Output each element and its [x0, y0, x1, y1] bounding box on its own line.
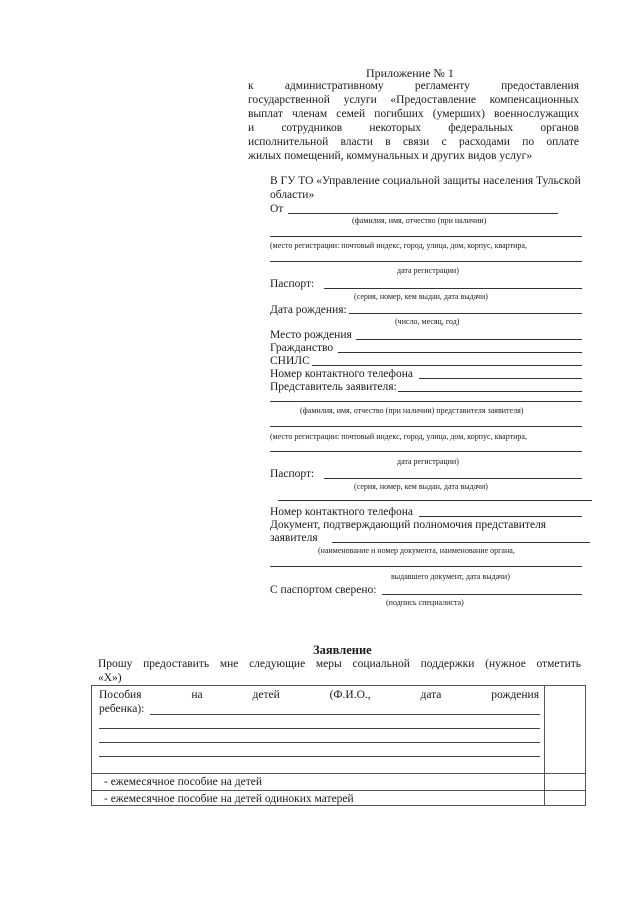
verified-label: С паспортом сверено:	[270, 584, 377, 596]
appendix-title: Приложение № 1	[366, 66, 454, 80]
appendix-line-3: выплат членам семей погибших (умерших) военнослужащих	[248, 108, 579, 120]
child-info-field-1[interactable]	[150, 714, 540, 715]
benefits-table	[91, 685, 586, 806]
passport-caption: (серия, номер, кем выдан, дата выдачи)	[354, 292, 488, 301]
verified-caption: (подпись специалиста)	[386, 598, 464, 607]
passport-label: Паспорт:	[270, 278, 315, 290]
benefit-row-1: - ежемесячное пособие на детей	[104, 776, 262, 788]
rep-passport-caption: (серия, номер, кем выдан, дата выдачи)	[354, 482, 488, 491]
registration-date-caption: дата регистрации)	[397, 266, 459, 275]
passport-field[interactable]	[324, 288, 582, 289]
rep-registration-field[interactable]	[270, 426, 582, 427]
verified-signature-field[interactable]	[382, 594, 582, 595]
statement-request-line-1: Прошу предоставить мне следующие меры социальной поддержки (нужное отметить	[98, 658, 581, 670]
rep-doc-caption-2: выдавшего документ, дата выдачи)	[391, 572, 510, 581]
birth-date-caption: (число, месяц, год)	[395, 317, 460, 326]
checkbox-benefits[interactable]	[545, 686, 585, 773]
table-row-divider-1	[92, 773, 585, 774]
registration-field[interactable]	[270, 236, 582, 237]
child-info-field-2[interactable]	[99, 728, 540, 729]
rep-phone-field[interactable]	[419, 516, 582, 517]
phone-field[interactable]	[419, 378, 582, 379]
appendix-line-2: государственной услуги «Предоставление компенсационных	[248, 94, 579, 106]
phone-label: Номер контактного телефона	[270, 368, 414, 380]
statement-request-line-2: «Х»)	[98, 672, 122, 684]
benefit-row-2: - ежемесячное пособие на детей одиноких матерей	[104, 793, 354, 805]
rep-doc-caption-1: (наименование и номер документа, наименование органа,	[318, 546, 515, 555]
fio-caption: (фамилия, имя, отчество (при наличии)	[352, 216, 487, 225]
rep-passport-field[interactable]	[324, 478, 582, 479]
checkbox-single-mother-benefit[interactable]	[545, 791, 585, 805]
snils-label: СНИЛС	[270, 355, 310, 367]
citizenship-label: Гражданство	[270, 342, 334, 354]
rep-fio-caption: (фамилия, имя, отчество (при наличии) представителя заявителя)	[300, 406, 524, 415]
child-info-field-3[interactable]	[99, 742, 540, 743]
rep-doc-label-1: Документ, подтверждающий полномочия представителя	[270, 519, 547, 531]
rep-registration-caption: (место регистрации: почтовый индекс, город, улица, дом, корпус, квартира,	[270, 432, 527, 441]
checkbox-monthly-benefit[interactable]	[545, 774, 585, 790]
benefits-header-line-1: Пособия на детей (Ф.И.О., дата рождения	[99, 689, 539, 701]
rep-registration-field-2[interactable]	[270, 451, 582, 452]
rep-doc-field[interactable]	[332, 542, 590, 543]
birth-date-label: Дата рождения:	[270, 304, 347, 316]
representative-label: Представитель заявителя:	[270, 381, 397, 393]
rep-fio-field[interactable]	[270, 401, 582, 402]
rep-doc-label-2: заявителя	[270, 532, 318, 544]
snils-field[interactable]	[312, 365, 582, 366]
from-label: От	[270, 203, 284, 215]
appendix-line-5: исполнительной власти в связи с расходами по оплате	[248, 136, 579, 148]
appendix-line-6: жилых помещений, коммунальных и других видов услуг»	[248, 150, 533, 162]
rep-doc-field-2[interactable]	[270, 566, 582, 567]
rep-extra-field[interactable]	[278, 500, 592, 501]
benefits-header-line-2: ребенка):	[99, 703, 145, 715]
rep-registration-date-caption: дата регистрации)	[397, 457, 459, 466]
fio-field[interactable]	[288, 213, 558, 214]
child-info-field-4[interactable]	[99, 756, 540, 757]
birth-place-field[interactable]	[356, 339, 582, 340]
birth-date-field[interactable]	[349, 313, 582, 314]
appendix-line-4: и сотрудников некоторых федеральных органов	[248, 122, 579, 134]
rep-phone-label: Номер контактного телефона	[270, 506, 414, 518]
statement-title: Заявление	[313, 643, 372, 657]
representative-field[interactable]	[398, 391, 582, 392]
addressee-line-2: области»	[270, 189, 315, 201]
registration-caption: (место регистрации: почтовый индекс, город, улица, дом, корпус, квартира,	[270, 241, 527, 250]
registration-field-2[interactable]	[270, 261, 582, 262]
addressee-line-1: В ГУ ТО «Управление социальной защиты населения Тульской	[270, 175, 581, 187]
rep-passport-label: Паспорт:	[270, 468, 315, 480]
citizenship-field[interactable]	[338, 352, 582, 353]
birth-place-label: Место рождения	[270, 329, 352, 341]
table-row-divider-2	[92, 790, 585, 791]
appendix-line-1: к административному регламенту предоставления	[248, 80, 579, 92]
